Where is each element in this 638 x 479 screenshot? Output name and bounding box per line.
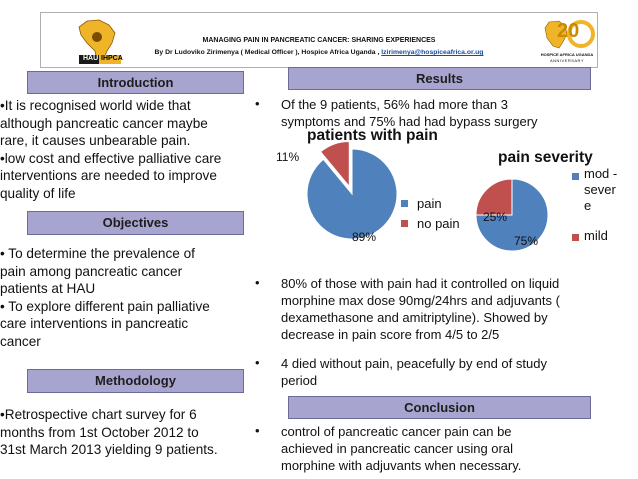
objectives-line: care interventions in pancreatic	[0, 316, 189, 331]
chart-severity-label-mod: 75%	[514, 234, 539, 248]
legend-label-nopain: no pain	[417, 216, 460, 231]
results-line: dexamethasone and amitriptyline). Showed by	[281, 310, 548, 325]
results-line: morphine max dose 90mg/24hrs and adjuvants (	[281, 293, 560, 308]
legend-swatch-pain	[401, 200, 408, 207]
results-bullet-2: •	[255, 275, 260, 290]
intro-line: interventions are needed to improve	[0, 168, 217, 183]
results-line: period	[281, 373, 318, 388]
conclusion-text	[281, 423, 591, 474]
results-point-1	[281, 96, 581, 130]
poster-header	[40, 12, 598, 68]
methodology-line: months from 1st October 2012 to	[0, 424, 199, 440]
hau-logo-text: HAU	[83, 55, 99, 62]
chart-pain-label-pain: 89%	[352, 230, 377, 244]
results-bullet-3: •	[255, 355, 260, 370]
chart-severity-label-mild: 25%	[483, 210, 508, 224]
legend-label-mild: mild	[584, 228, 608, 243]
results-line: symptoms and 75% had had bypass surgery	[281, 114, 538, 129]
byline-text: By Dr Ludoviko Zirimenya ( Medical Officer ), Hospice Africa Uganda ,	[154, 49, 380, 56]
legend-swatch-modsevere	[572, 173, 579, 180]
poster-title: MANAGING PAIN IN PANCREATIC CANCER: SHARING EXPERIENCES	[202, 37, 436, 44]
conclusion-line: achieved in pancreatic cancer using oral	[281, 441, 513, 456]
results-point-3	[281, 355, 591, 389]
chart-pain-legend	[401, 196, 471, 232]
results-bullet-1: •	[255, 96, 260, 111]
legend-label-line: e	[584, 198, 592, 213]
results-point-2	[281, 275, 591, 343]
intro-line: quality of life	[0, 185, 76, 201]
conclusion-bullet: •	[255, 423, 260, 438]
anniversary-sub: ANNIVERSARY	[549, 58, 585, 63]
results-line: decrease in pain score from 4/5 to 2/5	[281, 327, 500, 342]
pie-slice-pain	[307, 149, 397, 239]
legend-label-line: sever	[584, 182, 616, 197]
conclusion-line: morphine with adjuvants when necessary.	[281, 458, 522, 473]
introduction-text	[0, 97, 270, 202]
introduction-heading: Introduction	[27, 71, 244, 94]
conclusion-heading: Conclusion	[288, 396, 591, 419]
legend-label-line: mod -	[584, 166, 618, 181]
intro-line: •It is recognised world wide that	[0, 98, 191, 113]
legend-swatch-nopain	[401, 220, 408, 227]
methodology-text	[0, 406, 275, 459]
chart-pain-label-nopain: 11%	[276, 150, 300, 164]
poster-byline	[41, 49, 597, 56]
methodology-line: 31st March 2013 yielding 9 patients.	[0, 442, 218, 457]
objectives-line: pain among pancreatic cancer	[0, 263, 183, 279]
conclusion-line: control of pancreatic cancer pain can be	[281, 424, 512, 439]
chart-pain-title: patients with pain	[307, 127, 438, 144]
ihpca-logo-text: IHPCA	[101, 55, 123, 62]
objectives-line: • To determine the prevalence of	[0, 246, 195, 261]
anniversary-logo	[539, 16, 595, 66]
methodology-line: •Retrospective chart survey for 6	[0, 407, 197, 422]
intro-line: rare, it causes unbearable pain.	[0, 133, 191, 148]
objectives-line: patients at HAU	[0, 281, 96, 296]
legend-swatch-mild	[572, 234, 579, 241]
results-line: Of the 9 patients, 56% had more than 3	[281, 97, 508, 112]
legend-label-modsevere	[584, 166, 617, 214]
author-email-link[interactable]: lzirimenya@hospiceafrica.or.ug	[381, 49, 484, 56]
chart-severity-title: pain severity	[498, 149, 593, 166]
objectives-line: • To explore different pain palliative	[0, 298, 210, 314]
legend-label-pain: pain	[417, 196, 442, 211]
anniversary-org: HOSPICE AFRICA UGANDA	[540, 52, 594, 57]
methodology-heading: Methodology	[27, 369, 244, 393]
objectives-line: cancer	[0, 333, 41, 349]
intro-line: •low cost and effective palliative care	[0, 150, 222, 166]
intro-line: although pancreatic cancer maybe	[0, 115, 208, 131]
results-line: 4 died without pain, peacefully by end of study	[281, 356, 547, 371]
results-line: 80% of those with pain had it controlled on liquid	[281, 276, 560, 291]
results-heading: Results	[288, 67, 591, 90]
objectives-text	[0, 245, 270, 350]
anniversary-number: 20	[557, 20, 580, 42]
objectives-heading: Objectives	[27, 211, 244, 235]
